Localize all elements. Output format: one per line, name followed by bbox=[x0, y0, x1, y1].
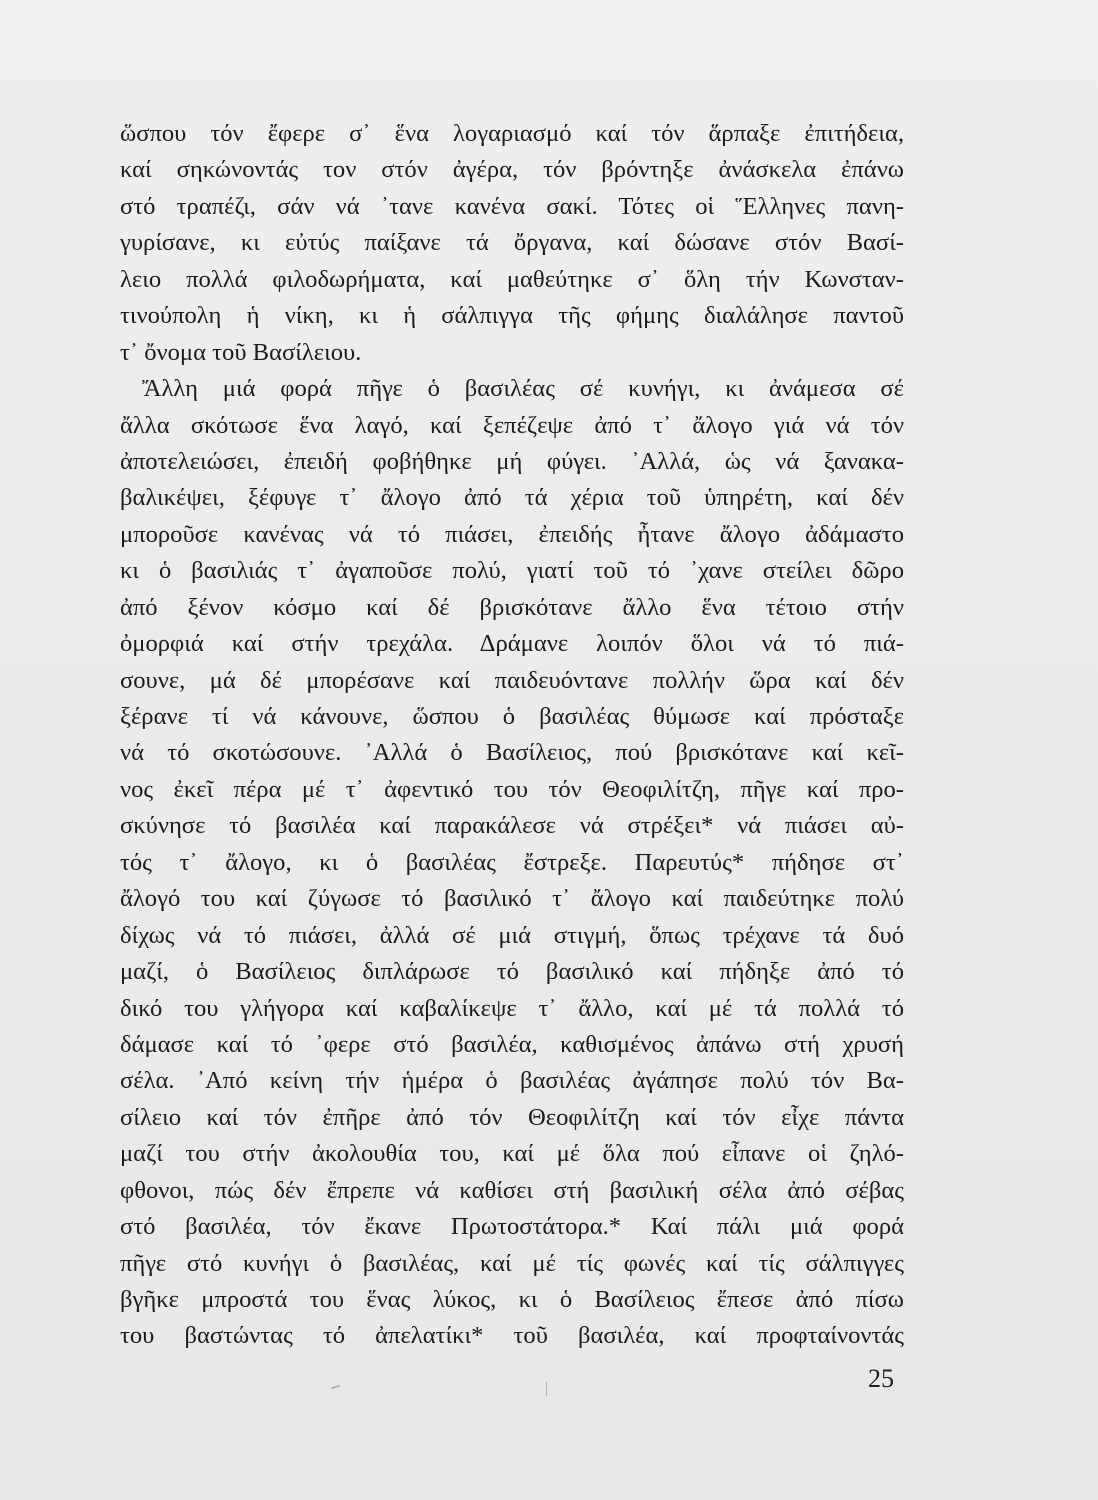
text-line: βγῆκε μπροστά του ἕνας λύκος, κι ὁ Βασίλειος ἔπεσε ἀπό πίσω bbox=[120, 1286, 904, 1313]
text-line: γυρίσανε, κι εὐτύς παίξανε τά ὄργανα, καί δώσανε στόν Βασί- bbox=[120, 229, 904, 257]
paper-speck bbox=[546, 1382, 547, 1396]
text-line: δάμασε καί τό ᾽φερε στό βασιλέα, καθισμένος ἀπάνω στή χρυσή bbox=[120, 1030, 904, 1058]
paper-speck bbox=[331, 1385, 340, 1390]
body-text bbox=[120, 116, 904, 1355]
text-line: στό βασιλέα, τόν ἔκανε Πρωτοστάτορα.* Καί πάλι μιά φορά bbox=[120, 1213, 904, 1241]
text-line: σέλα. ᾽Από κείνη τήν ἡμέρα ὁ βασιλέας ἀγάπησε πολύ τόν Βα- bbox=[120, 1067, 904, 1095]
text-line: τ᾽ ὄνομα τοῦ Βασίλειου. bbox=[120, 338, 362, 366]
text-line: πῆγε στό κυνήγι ὁ βασιλέας, καί μέ τίς φωνές καί τίς σάλπιγγες bbox=[120, 1249, 904, 1277]
text-line: τός τ᾽ ἄλογο, κι ὁ βασιλέας ἔστρεξε. Παρευτύς* πήδησε στ᾽ bbox=[120, 848, 904, 876]
paragraph-1 bbox=[120, 116, 904, 371]
text-line: στό τραπέζι, σάν νά ᾽τανε κανένα σακί. Τότες οἱ Ἕλληνες πανη- bbox=[120, 192, 904, 220]
text-line: δικό του γλήγορα καί καβαλίκεψε τ᾽ ἄλλο, καί μέ τά πολλά τό bbox=[120, 994, 904, 1022]
text-line: ἄλλα σκότωσε ἕνα λαγό, καί ξεπέζεψε ἀπό τ᾽ ἄλογο γιά νά τόν bbox=[120, 411, 904, 439]
page-number: 25 bbox=[868, 1364, 894, 1393]
text-line: σουνε, μά δέ μπορέσανε καί παιδευόντανε πολλήν ὥρα καί δέν bbox=[120, 666, 904, 694]
text-line: κι ὁ βασιλιάς τ᾽ ἀγαποῦσε πολύ, γιατί τοῦ τό ᾽χανε στείλει δῶρο bbox=[120, 557, 904, 585]
text-line: μαζί του στήν ἀκολουθία του, καί μέ ὅλα πού εἶπανε οἱ ζηλό- bbox=[120, 1140, 904, 1168]
text-line: ἀποτελειώσει, ἐπειδή φοβήθηκε μή φύγει. ᾽Αλλά, ὡς νά ξανακα- bbox=[120, 447, 904, 475]
paragraph-2 bbox=[120, 371, 904, 1355]
text-line: λειο πολλά φιλοδωρήματα, καί μαθεύτηκε σ᾽ ὅλη τήν Κωνσταν- bbox=[120, 265, 904, 293]
text-line: νά τό σκοτώσουνε. ᾽Αλλά ὁ Βασίλειος, πού βρισκότανε καί κεῖ- bbox=[120, 739, 904, 767]
text-line: του βαστώντας τό ἀπελατίκι* τοῦ βασιλέα, καί προφταίνοντάς bbox=[120, 1322, 904, 1350]
text-line: καί σηκώνοντάς τον στόν ἀγέρα, τόν βρόντηξε ἀνάσκελα ἐπάνω bbox=[120, 156, 904, 184]
text-line: ὀμορφιά καί στήν τρεχάλα. Δράμανε λοιπόν ὅλοι νά τό πιά- bbox=[120, 630, 904, 658]
text-line: φθονοι, πώς δέν ἔπρεπε νά καθίσει στή βασιλική σέλα ἀπό σέβας bbox=[120, 1176, 904, 1204]
text-line: σκύνησε τό βασιλέα καί παρακάλεσε νά στρέξει* νά πιάσει αὐ- bbox=[120, 812, 904, 840]
text-line: νος ἐκεῖ πέρα μέ τ᾽ ἀφεντικό του τόν Θεοφιλίτζη, πῆγε καί προ- bbox=[120, 775, 904, 803]
text-line: μαζί, ὁ Βασίλειος διπλάρωσε τό βασιλικό καί πήδηξε ἀπό τό bbox=[120, 958, 904, 986]
text-line: ξέρανε τί νά κάνουνε, ὥσπου ὁ βασιλέας θύμωσε καί πρόσταξε bbox=[120, 703, 904, 730]
text-line: ἀπό ξένον κόσμο καί δέ βρισκότανε ἄλλο ἕνα τέτοιο στήν bbox=[120, 593, 904, 621]
text-line: ἄλογό του καί ζύγωσε τό βασιλικό τ᾽ ἄλογο καί παιδεύτηκε πολύ bbox=[120, 885, 904, 913]
text-line: βαλικέψει, ξέφυγε τ᾽ ἄλογο ἀπό τά χέρια τοῦ ὑπηρέτη, καί δέν bbox=[120, 484, 904, 512]
text-line: σίλειο καί τόν ἐπῆρε ἀπό τόν Θεοφιλίτζη καί τόν εἶχε πάντα bbox=[120, 1103, 904, 1131]
text-line: δίχως νά τό πιάσει, ἀλλά σέ μιά στιγμή, ὅπως τρέχανε τά δυό bbox=[120, 921, 904, 949]
text-line: Ἄλλη μιά φορά πῆγε ὁ βασιλέας σέ κυνήγι, κι ἀνάμεσα σέ bbox=[142, 375, 904, 403]
text-line: μποροῦσε κανένας νά τό πιάσει, ἐπειδής ἦτανε ἄλογο ἀδάμαστο bbox=[120, 520, 904, 548]
text-line: τινούπολη ἡ νίκη, κι ἡ σάλπιγγα τῆς φήμης διαλάλησε παντοῦ bbox=[120, 302, 904, 330]
text-line: ὥσπου τόν ἔφερε σ᾽ ἕνα λογαριασμό καί τόν ἅρπαξε ἐπιτήδεια, bbox=[120, 120, 904, 147]
